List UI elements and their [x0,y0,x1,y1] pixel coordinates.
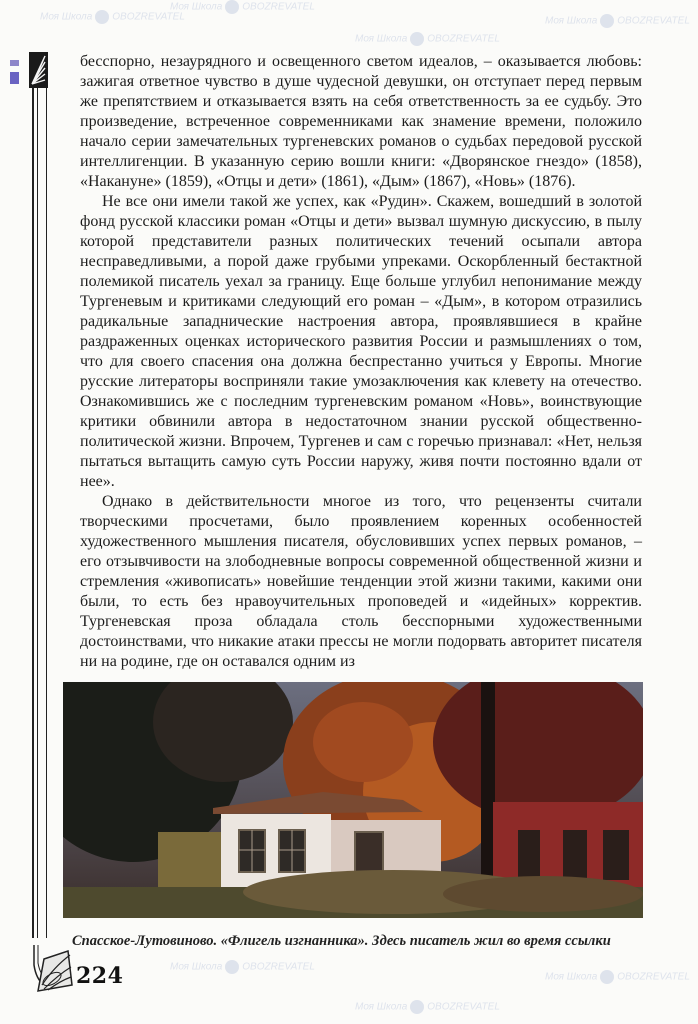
paragraph: бесспорно, незаурядного и освещенного светом идеалов, – оказывается любовь: зажигая ответное чувство в душе чудесной девушки, он отступает перед первым же препятствием и отказывается взять на себя ответственность за ее судьбу. Это произведение, встреченное современниками как знамение времени, положило начало серии замечательных тургеневских романов о судьбах передовой русской интеллигенции. В указанную серию вошли книги: «Дворянское гнездо» (1858), «Накануне» (1859), «Отцы и дети» (1861), «Дым» (1867), «Новь» (1876). [80,53,642,190]
paragraph: Не все они имели такой же успех, как «Рудин». Скажем, вошедший в золотой фонд русской классики роман «Отцы и дети» вызвал шумную дискуссию, в пылу которой представители разных политических течений осыпали автора несправедливыми, а порой даже грубыми упреками. Оскорбленный бестактной полемикой писатель уехал за границу. Еще больше углубил непонимание между Тургеневым и критиками следующий его роман – «Дым», в котором отразились радикальные западнические настроения автора, проявлявшиеся в крайне раздраженных оценках исторического развития России и размышлениях о том, что для своего спасения она должна беспрестанно учиться у Европы. Многие русские литераторы восприняли такие умозаключения как клевету на отечество. Ознакомившись же с последним тургеневским романом «Новь», воинствующие критики обвинили автора в недостаточном знании русской общественно-политической жизни. Впрочем, Тургенев и сам с горечью признавал: «Нет, нельзя пытаться вытащить самую суть России наружу, живя почти постоянно вдали от нее». [80,193,642,490]
body-text [80,52,642,672]
watermark [355,32,500,46]
watermark [545,14,690,28]
watermark-brand: OBOZREVATEL [242,961,315,973]
margin-mark [10,72,19,84]
autumn-house-photo [63,682,643,918]
watermark-logo-icon [600,970,614,984]
watermark-logo-icon [225,960,239,974]
house-photo-illustration [63,682,643,918]
watermark-brand: OBOZREVATEL [617,971,690,983]
watermark-brand: Моя Школа [170,961,223,973]
watermark-brand: Моя Школа [545,971,598,983]
watermark-brand: Моя Школа [170,1,223,13]
margin-color-marks [10,60,19,84]
watermark-brand: Моя Школа [545,15,598,27]
watermark [40,10,185,24]
watermark-brand: OBOZREVATEL [427,33,500,45]
watermark-brand: OBOZREVATEL [617,15,690,27]
fan-ornament-icon [29,52,48,88]
margin-mark [10,60,19,66]
watermark [170,0,315,14]
photo-caption: Спасское-Лутовиново. «Флигель изгнанника». Здесь писатель жил во время ссылки [72,933,611,949]
watermark-logo-icon [410,32,424,46]
margin-border-lines [32,88,47,938]
watermark-brand: Моя Школа [355,33,408,45]
watermark-logo-icon [600,14,614,28]
watermark-brand: Моя Школа [355,1001,408,1013]
watermark-logo-icon [95,10,109,24]
watermark [545,970,690,984]
watermark-logo-icon [410,1000,424,1014]
watermark-brand: Моя Школа [40,11,93,23]
corner-ornament-icon [30,945,75,993]
paragraph: Однако в действительности многое из того, что рецензенты считали творческими просчетами, было проявлением коренных особенностей художественного мышления писателя, обусловивших успех первых романов, – его отзывчивости на злободневные вопросы современной общественной жизни и стремления «живописать» новейшие тенденции этой жизни такими, какими они были, то есть без нравоучительных проповедей и «идейных» корректив. Тургеневская проза обладала столь бесспорными художественными достоинствами, что никакие атаки прессы не могли подорвать авторитет писателя ни на родине, где он оставался одним из [80,493,642,670]
watermark [170,960,315,974]
watermark-brand: OBOZREVATEL [427,1001,500,1013]
watermark-brand: OBOZREVATEL [112,11,185,23]
page-number: 224 [76,963,124,989]
watermark-brand: OBOZREVATEL [242,1,315,13]
watermark-logo-icon [225,0,239,14]
watermark [355,1000,500,1014]
